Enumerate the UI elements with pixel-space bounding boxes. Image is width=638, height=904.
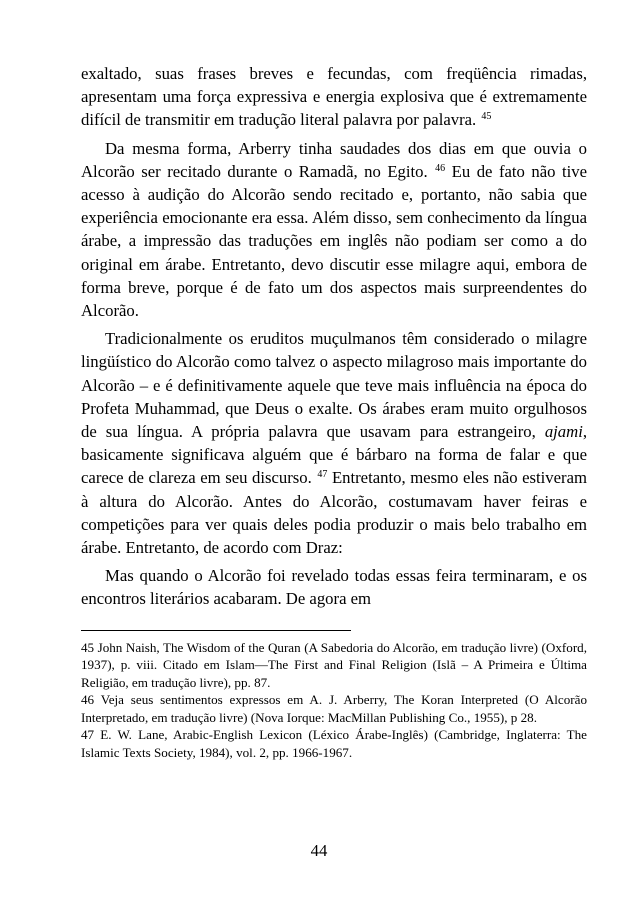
paragraph-1-text: exaltado, suas frases breves e fecundas, com freqüência rimadas, apresentam uma força expressiva e energia explosiva que é extremamente difícil de transmitir em tradução literal palavra por palavra. — [81, 64, 587, 130]
paragraph-3-text-a: Tradicionalmente os eruditos muçulmanos têm considerado o milagre lingüístico do Alcorão como talvez o aspecto milagroso mais importante do Alcorão – e é definitivamente aquele que teve mais influência na época do Profeta Muhammad, que Deus o exalte. Os árabes eram muito orgulhosos de sua língua. A própria palavra que usavam para estrangeiro, — [81, 329, 587, 442]
italic-term: ajami — [544, 422, 583, 442]
paragraph-3-text-b: , basicamente significava alguém que é bárbaro na forma de falar e que carece de clareza em seu discurso. — [81, 422, 587, 488]
paragraph-2 — [81, 137, 587, 323]
footnote-divider — [81, 630, 351, 631]
paragraph-3 — [81, 327, 587, 559]
paragraph-2-text-a: Da mesma forma, Arberry tinha saudades dos dias em que ouvia o Alcorão ser recitado durante o Ramadã, no Egito. — [81, 138, 587, 181]
paragraph-4-text: Mas quando o Alcorão foi revelado todas essas feira terminaram, e os encontros literários acabaram. De agora em — [81, 566, 587, 609]
footnote-ref-46: 46 — [435, 162, 446, 174]
paragraph-1 — [81, 62, 587, 132]
document-page — [81, 62, 587, 761]
footnote-ref-47: 47 — [317, 469, 328, 481]
paragraph-2-text-b: Eu de fato não tive acesso à audição do Alcorão sendo recitado e, portanto, não sabia que experiência emocionante era essa. Além disso, sem conhecimento da língua árabe, a impressão das traduções em inglês não podiam ser como a do original em árabe. Entretanto, devo discutir esse milagre aqui, embora de forma breve, porque é de fato um dos aspectos mais surpreendentes do Alcorão. — [81, 161, 588, 321]
paragraph-3-text-c: Entretanto, mesmo eles não estiveram à altura do Alcorão. Antes do Alcorão, costumavam haver feiras e competições para ver quais deles podia produzir o mais belo trabalho em árabe. Entretanto, de acordo com Draz: — [81, 468, 587, 558]
paragraph-4 — [81, 564, 587, 610]
footnote-45: 45 John Naish, The Wisdom of the Quran (A Sabedoria do Alcorão, em tradução livre) (Oxford, 1937), p. viii. Citado em Islam—The First and Final Religion (Islã – A Primeira e Última Religião, em tradução livre), pp. 87. — [81, 639, 587, 690]
page-number: 44 — [310, 841, 328, 860]
footnote-46: 46 Veja seus sentimentos expressos em A. J. Arberry, The Koran Interpreted (O Alcorão Interpretado, em tradução livre) (Nova Iorque: MacMillan Publishing Co., 1955), p 28. — [81, 692, 587, 725]
footnote-47: 47 E. W. Lane, Arabic-English Lexicon (Léxico Árabe-Inglês) (Cambridge, Inglaterra: The Islamic Texts Society, 1984), vol. 2, pp. 1966-1967. — [81, 727, 587, 760]
footnote-ref-45: 45 — [481, 111, 492, 123]
